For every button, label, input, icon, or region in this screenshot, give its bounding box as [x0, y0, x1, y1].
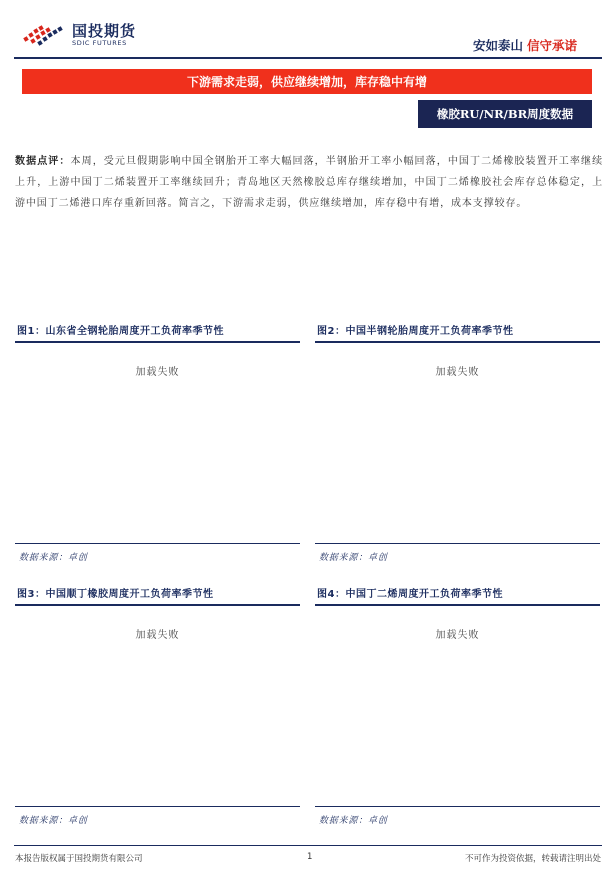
- company-logo: [22, 22, 136, 48]
- figure-image-area: [315, 606, 600, 806]
- figure-2: [315, 323, 600, 563]
- figure-source: 数据来源：卓创: [19, 816, 88, 826]
- footer-divider: [14, 845, 602, 846]
- figure-title: 图4：中国丁二烯周度开工负荷率季节性: [317, 589, 503, 600]
- figure-image-area: [15, 343, 300, 543]
- sdic-logo-icon: [22, 23, 68, 47]
- figure-source: 数据来源：卓创: [319, 553, 388, 563]
- figure-title: 图3：中国顺丁橡胶周度开工负荷率季节性: [17, 589, 214, 600]
- load-failed-text: 加载失败: [435, 629, 480, 641]
- figure-bottom-rule: [15, 543, 300, 545]
- page-header: [0, 0, 615, 60]
- figure-bottom-rule: [15, 806, 300, 808]
- load-failed-text: 加载失败: [435, 366, 480, 378]
- commentary-label: 数据点评：: [15, 156, 71, 167]
- page-number: 1: [307, 852, 313, 862]
- figure-image-area: [15, 606, 300, 806]
- figure-source: 数据来源：卓创: [19, 553, 88, 563]
- logo-cn-text: 国投期货: [72, 22, 137, 40]
- slogan-right: 信守承诺: [526, 38, 577, 53]
- report-tag: 橡胶RU/NR/BR周度数据: [418, 100, 592, 128]
- load-failed-text: 加载失败: [135, 629, 180, 641]
- figure-bottom-rule: [315, 543, 600, 545]
- logo-en-text: SDIC FUTURES: [72, 39, 127, 47]
- load-failed-text: 加载失败: [135, 366, 180, 378]
- headline-banner: 下游需求走弱，供应继续增加，库存稳中有增: [22, 69, 592, 94]
- figure-title: 图1：山东省全钢轮胎周度开工负荷率季节性: [17, 326, 224, 337]
- data-commentary: [15, 151, 603, 214]
- figure-4: [315, 586, 600, 826]
- figure-1: [15, 323, 300, 563]
- footer-disclaimer: 不可作为投资依据，转载请注明出处: [464, 854, 601, 864]
- footer-copyright: 本报告版权属于国投期货有限公司: [15, 854, 143, 864]
- slogan-left: 安如泰山: [472, 38, 523, 53]
- figure-title: 图2：中国半钢轮胎周度开工负荷率季节性: [317, 326, 514, 337]
- commentary-text: 本周，受元旦假期影响中国全钢胎开工率大幅回落，半钢胎开工率小幅回落，中国丁二烯橡胶装置开工率继续上升，上游中国丁二烯装置开工率继续回升；青岛地区天然橡胶总库存继续增加，中国丁二烯橡胶社会库存总体稳定，上游中国丁二烯港口库存重新回落。简言之，下游需求走弱，供应继续增加，库存稳中有增，成本支撑较存。: [15, 156, 604, 209]
- figure-source: 数据来源：卓创: [319, 816, 388, 826]
- figure-image-area: [315, 343, 600, 543]
- figure-3: [15, 586, 300, 826]
- figure-bottom-rule: [315, 806, 600, 808]
- header-divider: [14, 57, 602, 59]
- slogan: [473, 36, 577, 54]
